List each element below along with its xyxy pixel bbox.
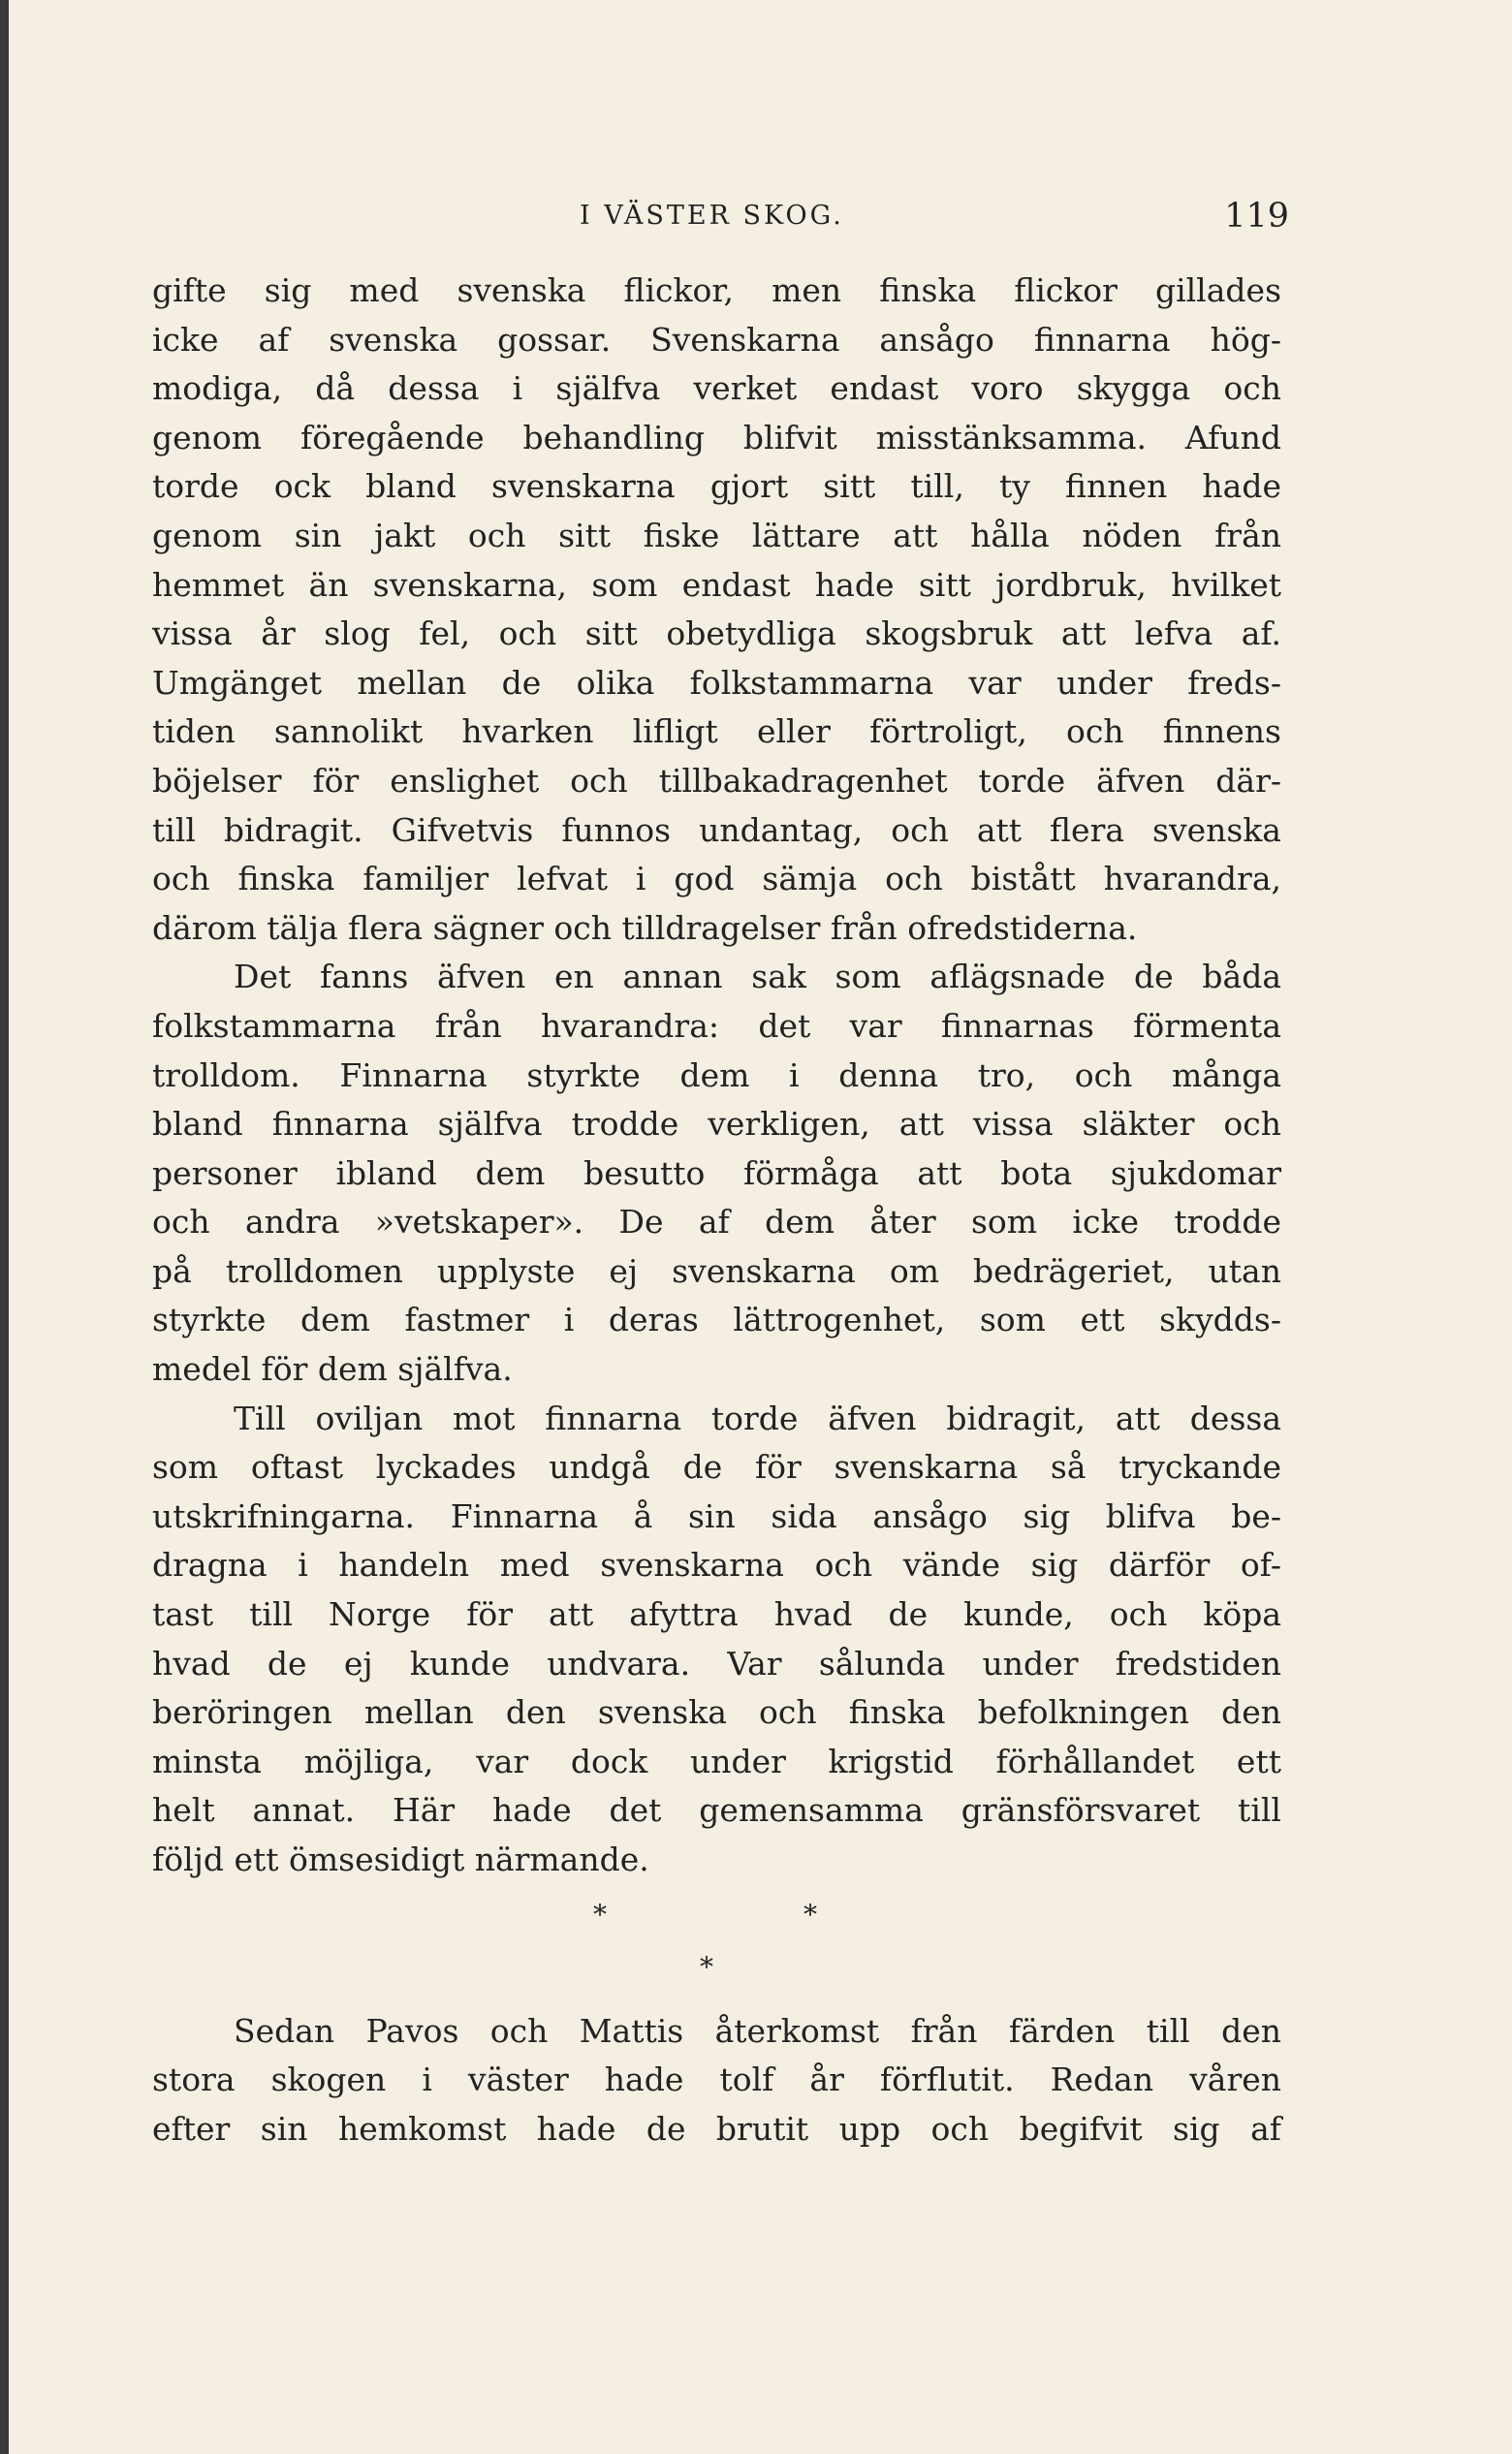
text-line: medel för dem själfva. [152, 1350, 513, 1389]
text-line: efter sin hemkomst hade de brutit upp och begifvit sig af [152, 2109, 1281, 2148]
page-number: 119 [1224, 197, 1289, 236]
section-break-asterism [152, 1893, 1281, 1999]
text-line: trolldom. Finnarna styrkte dem i denna tro, och många [152, 1055, 1281, 1094]
text-line: genom sin jakt och sitt fiske lättare att hålla nöden från [152, 516, 1281, 554]
text-line: tiden sannolikt hvarken lifligt eller förtroligt, och finnens [152, 712, 1281, 751]
text-line: som oftast lyckades undgå de för svenskarna så tryckande [152, 1448, 1281, 1487]
text-line: helt annat. Här hade det gemensamma gränsförsvaret till [152, 1791, 1281, 1830]
text-line: utskrifningarna. Finnarna å sin sida ansågo sig blifva be- [152, 1496, 1281, 1535]
paragraph [152, 1395, 1281, 1885]
text-line: bland finnarna själfva trodde verkligen, att vissa släkter och [152, 1105, 1281, 1144]
text-line: Till oviljan mot finnarna torde äfven bidragit, att dessa [234, 1399, 1281, 1437]
text-line: dragna i handeln med svenskarna och vände sig därför of- [152, 1546, 1281, 1585]
text-line: torde ock bland svenskarna gjort sitt till, ty finnen hade [152, 467, 1281, 506]
text-line: folkstammarna från hvarandra: det var finnarnas förmenta [152, 1006, 1281, 1045]
page-header [155, 192, 1289, 240]
text-line: Det fanns äfven en annan sak som aflägsnade de båda [234, 958, 1281, 996]
running-head: I VÄSTER SKOG. [580, 201, 844, 231]
text-line: beröringen mellan den svenska och finska befolkningen den [152, 1693, 1281, 1732]
text-line: personer ibland dem besutto förmåga att bota sjukdomar [152, 1153, 1281, 1192]
text-line: minsta möjliga, var dock under krigstid förhållandet ett [152, 1742, 1281, 1780]
text-line: till bidragit. Gifvetvis funnos undantag, och att flera svenska [152, 810, 1281, 849]
text-line: genom föregående behandling blifvit misstänksamma. Afund [152, 418, 1281, 456]
text-line: Sedan Pavos och Mattis återkomst från färden till den [234, 2011, 1281, 2050]
text-line: Umgänget mellan de olika folkstammarna var under freds- [152, 663, 1281, 702]
text-line: och finska familjer lefvat i god sämja och bistått hvarandra, [152, 860, 1281, 898]
text-line: modiga, då dessa i själfva verket endast voro skygga och [152, 369, 1281, 408]
asterisk: * [803, 1898, 817, 1931]
text-line: hvad de ej kunde undvara. Var sålunda under fredstiden [152, 1644, 1281, 1683]
text-line: hemmet än svenskarna, som endast hade sitt jordbruk, hvilket [152, 565, 1281, 604]
paragraph [152, 953, 1281, 1394]
text-line: därom tälja flera sägner och tilldragelser från ofredstiderna. [152, 908, 1138, 947]
text-line: och andra »vetskaper». De af dem åter som icke trodde [152, 1203, 1281, 1242]
asterisk: * [593, 1898, 607, 1931]
paragraph [152, 2007, 1281, 2155]
text-line: stora skogen i väster hade tolf år förflutit. Redan våren [152, 2061, 1281, 2099]
text-line: böjelser för enslighet och tillbakadragenhet torde äfven där- [152, 761, 1281, 800]
page-binding-edge [0, 0, 9, 2454]
text-line: gifte sig med svenska flickor, men finska flickor gillades [152, 271, 1281, 309]
text-line: på trolldomen upplyste ej svenskarna om bedrägeriet, utan [152, 1251, 1281, 1290]
text-line: icke af svenska gossar. Svenskarna ansågo finnarna hög- [152, 320, 1281, 359]
paragraph [152, 267, 1281, 953]
asterisk: * [700, 1950, 713, 1983]
text-line: styrkte dem fastmer i deras lättrogenhet, som ett skydds- [152, 1301, 1281, 1339]
text-line: tast till Norge för att afyttra hvad de kunde, och köpa [152, 1595, 1281, 1634]
text-line: följd ett ömsesidigt närmande. [152, 1840, 649, 1878]
body-text [152, 267, 1281, 2154]
text-line: vissa år slog fel, och sitt obetydliga skogsbruk att lefva af. [152, 614, 1281, 653]
